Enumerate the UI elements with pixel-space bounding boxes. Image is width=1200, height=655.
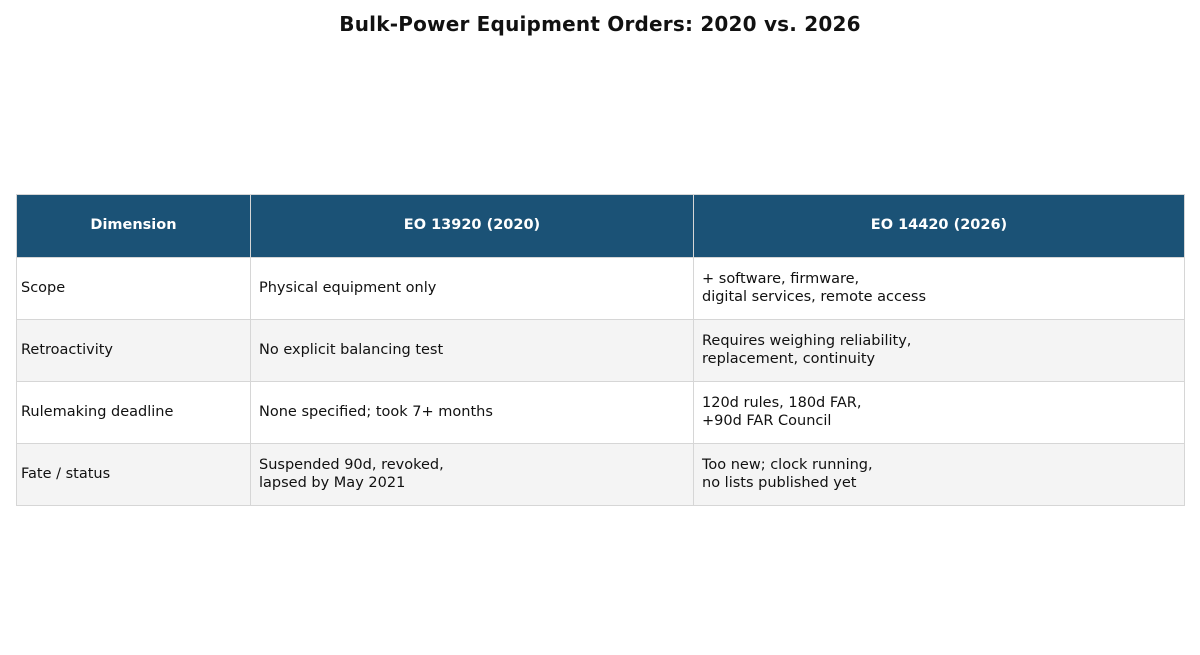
chart-title: Bulk-Power Equipment Orders: 2020 vs. 2026 xyxy=(339,12,861,36)
table-cell-eo-13920: Suspended 90d, revoked, lapsed by May 2021 xyxy=(251,444,694,506)
column-header-eo-14420: EO 14420 (2026) xyxy=(694,195,1185,258)
column-header-eo-13920: EO 13920 (2020) xyxy=(251,195,694,258)
table-row-retroactivity xyxy=(17,320,1185,382)
table-row-rulemaking-deadline xyxy=(17,382,1185,444)
table-cell-eo-14420: Too new; clock running, no lists published yet xyxy=(694,444,1185,506)
table-row-fate-status xyxy=(17,444,1185,506)
column-header-dimension: Dimension xyxy=(17,195,251,258)
comparison-table xyxy=(16,194,1185,506)
table-cell-eo-14420: + software, firmware, digital services, remote access xyxy=(694,258,1185,320)
table-row-scope xyxy=(17,258,1185,320)
table-cell-dimension: Fate / status xyxy=(17,444,251,506)
table-cell-eo-14420: 120d rules, 180d FAR, +90d FAR Council xyxy=(694,382,1185,444)
table-cell-dimension: Retroactivity xyxy=(17,320,251,382)
table-cell-eo-13920: No explicit balancing test xyxy=(251,320,694,382)
table-cell-eo-13920: None specified; took 7+ months xyxy=(251,382,694,444)
table-cell-eo-14420: Requires weighing reliability, replacement, continuity xyxy=(694,320,1185,382)
table-cell-dimension: Scope xyxy=(17,258,251,320)
table-header-row xyxy=(17,195,1185,258)
table-cell-dimension: Rulemaking deadline xyxy=(17,382,251,444)
table-cell-eo-13920: Physical equipment only xyxy=(251,258,694,320)
